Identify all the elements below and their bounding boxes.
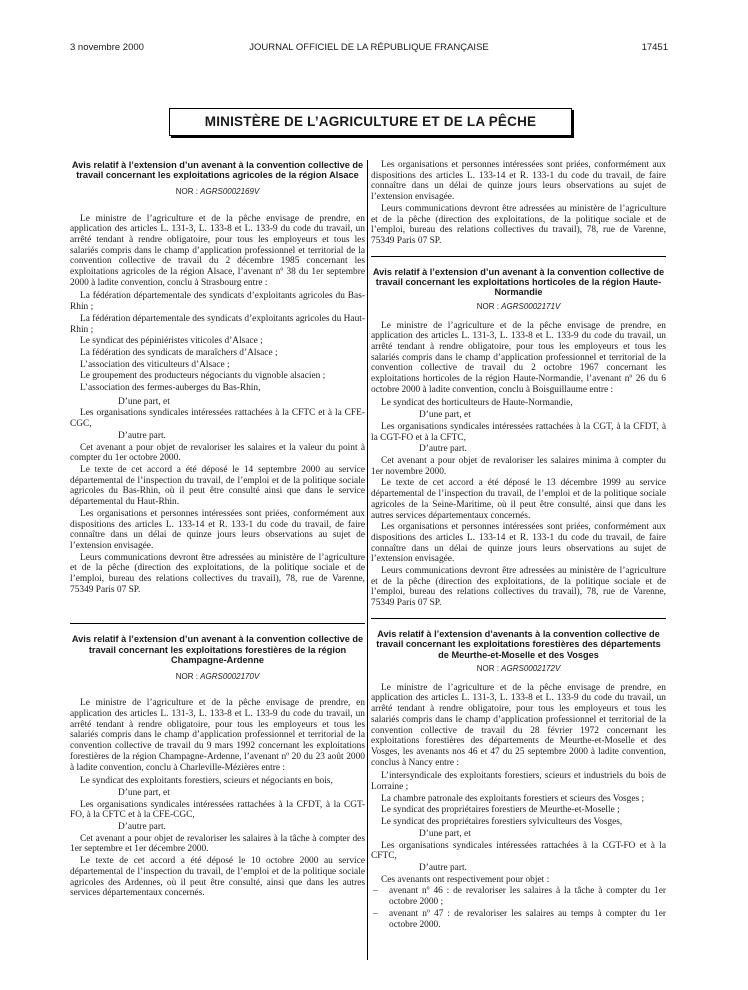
article-champagne-ardenne bbox=[70, 634, 365, 899]
party-line: D’autre part. bbox=[419, 863, 467, 873]
list-item: – avenant nº 46 : de revaloriser les salaires à la tâche à compter du 1er octobre 2000 ; bbox=[371, 886, 666, 907]
page-number: 17451 bbox=[641, 42, 668, 53]
signatory: Le groupement des producteurs négociants du vignoble alsacien ; bbox=[80, 371, 326, 382]
unions: Les organisations syndicales intéressées rattachées à la CFDT, à la CGT-FO, à la CFTC et à la CFE-CGC, bbox=[70, 799, 365, 821]
journal-title: JOURNAL OFFICIEL DE LA RÉPUBLIQUE FRANÇAISE bbox=[249, 42, 489, 53]
party-line: D’une part, et bbox=[419, 410, 471, 421]
article-meurthe-et-moselle-vosges bbox=[371, 629, 666, 930]
paragraph: Leurs communications devront être adressées au ministère de l’agriculture et de la pêche (direction des exploitations, de la politique sociale et de l’emploi, bureau des relations collectives du travail), 78, rue de Varenne, 75349 Paris 07 SP. bbox=[371, 566, 666, 609]
page-header bbox=[70, 42, 668, 56]
paragraph: Le texte de cet accord a été déposé le 14 septembre 2000 au service départemental de l’inspection du travail, de l’emploi et de la politique sociale agricoles du Bas-Rhin, où il peut être consulté ainsi que dans le service départemental du Haut-Rhin. bbox=[70, 464, 365, 508]
article-separator bbox=[70, 623, 365, 624]
issue-date: 3 novembre 2000 bbox=[70, 42, 144, 53]
paragraph: Le ministre de l’agriculture et de la pêche envisage de prendre, en application des articles L. 131-3, L. 133-8 et L. 133-9 du code du travail, un arrêté tendant à rendre obligatoire, pour tous les employeurs et tous les salariés compris dans le champ d’application professionnel et territorial de la convention collective de travail du 9 mars 1992 concernant les exploitations forestières de la région Champagne-Ardenne, l’avenant nº 20 du 23 août 2000 à ladite convention, conclu à Charleville-Mézières entre : bbox=[70, 698, 365, 773]
signatory: La fédération des syndicats de maraîchers d’Alsace ; bbox=[80, 347, 278, 358]
signatory: Le syndicat des propriétaires forestiers sylviculteurs des Vosges, bbox=[381, 817, 623, 828]
nor-code: AGRS0002171V bbox=[501, 301, 561, 311]
right-column bbox=[371, 160, 666, 931]
paragraph: Les organisations et personnes intéressées sont priées, conformément aux dispositions des articles L. 133-14 et R. 133-1 du code du travail, de faire connaître dans un délai de quinze jours leurs observations au sujet de l’extension envisagée. bbox=[371, 160, 666, 203]
signatory: Le syndicat des horticulteurs de Haute-Normandie, bbox=[381, 398, 573, 409]
nor-label: NOR : bbox=[175, 671, 201, 681]
paragraph: Le ministre de l’agriculture et de la pêche envisage de prendre, en application des articles L. 131-3, L. 133-8 et L. 133-9 du code du travail, un arrêté tendant à rendre obligatoire, pour tous les employeurs et tous les salariés compris dans le champ d’application professionnel et territorial de la convention collective de travail du 28 février 1972 concernant les exploitations forestières des départements de Meurthe-et-Moselle et des Vosges, les avenants nos 46 et 47 du 25 septembre 2000 à ladite convention, conclus à Nancy entre : bbox=[371, 682, 666, 768]
nor-label: NOR : bbox=[476, 664, 502, 674]
party-line: D’une part, et bbox=[118, 787, 170, 798]
paragraph: Leurs communications devront être adressées au ministère de l’agriculture et de la pêche (direction des exploitations, de la politique sociale et de l’emploi, bureau des relations collectives du travail), 78, rue de Varenne, 75349 Paris 07 SP. bbox=[371, 203, 666, 246]
signatory: Le syndicat des pépiniéristes viticoles d’Alsace ; bbox=[80, 336, 263, 347]
party-line: D’une part, et bbox=[419, 828, 471, 839]
nor-reference bbox=[371, 664, 666, 675]
signatory: La fédération départementale des syndicats d’exploitants agricoles du Bas-Rhin ; bbox=[70, 291, 365, 313]
nor-label: NOR : bbox=[175, 186, 201, 196]
column-divider bbox=[367, 160, 368, 960]
article-title: Avis relatif à l’extension d’un avenant à la convention collective de travail concernant les exploitations forestières de la région Champagne-Ardenne bbox=[71, 634, 364, 666]
paragraph: Leurs communications devront être adressées au ministère de l’agriculture et de la pêche (direction des exploitations, de la politique sociale et de l’emploi, bureau des relations collectives du travail), 78, rue de Varenne, 75349 Paris 07 SP. bbox=[70, 552, 365, 595]
article-separator bbox=[371, 618, 666, 619]
nor-reference bbox=[70, 672, 365, 683]
left-column bbox=[70, 160, 365, 900]
paragraph: Les organisations et personnes intéressées sont priées, conformément aux dispositions des articles L. 133-14 et R. 133-1 du code du travail, de faire connaître dans un délai de quinze jours leurs observations au sujet de l’extension envisagée. bbox=[371, 522, 666, 565]
article-title: Avis relatif à l’extension d’avenants à la convention collective de travail concernant les exploitations forestières des départements de Meurthe-et-Moselle et des Vosges bbox=[376, 628, 661, 660]
list-item: – avenant nº 47 : de revaloriser les salaires au temps à compter du 1er octobre 2000. bbox=[371, 909, 666, 930]
unions: Les organisations syndicales intéressées rattachées à la CGT-FO et à la CFTC, bbox=[371, 840, 666, 862]
amendment-list bbox=[371, 886, 666, 930]
article-title: Avis relatif à l’extension d’un avenant à la convention collective de travail concernant les exploitations agricoles de la région Alsace bbox=[71, 160, 364, 181]
paragraph: Cet avenant a pour objet de revaloriser les salaires à la tâche à compter des 1er septembre et 1er décembre 2000. bbox=[70, 833, 365, 855]
paragraph: Cet avenant a pour objet de revaloriser les salaires minima à compter du 1er novembre 2000. bbox=[371, 455, 666, 477]
signatory: La fédération départementale des syndicats d’exploitants agricoles du Haut-Rhin ; bbox=[70, 313, 365, 335]
party-line: D’autre part. bbox=[118, 430, 166, 441]
signatory: L’intersyndicale des exploitants forestiers, scieurs et industriels du bois de Lorraine ; bbox=[371, 771, 666, 793]
article-separator bbox=[371, 256, 666, 257]
signatory: La chambre patronale des exploitants forestiers et scieurs des Vosges ; bbox=[381, 793, 645, 804]
paragraph: Le ministre de l’agriculture et de la pêche envisage de prendre, en application des articles L. 131-3, L. 133-8 et L. 133-9 du code du travail, un arrêté tendant à rendre obligatoire, pour tous les employeurs et tous les salariés compris dans le champ d’application professionnel et territorial de la convention collective de travail du 2 octobre 1967 concernant les exploitations horticoles de la région Haute-Normandie, l’avenant nº 26 du 6 octobre 2000 à ladite convention, conclu à Boisguillaume entre : bbox=[371, 320, 666, 395]
article-champagne-ardenne-continued bbox=[371, 160, 666, 247]
party-line: D’autre part. bbox=[118, 822, 166, 833]
paragraph: Ces avenants ont respectivement pour objet : bbox=[381, 874, 550, 885]
nor-reference bbox=[70, 187, 365, 198]
nor-label: NOR : bbox=[476, 301, 502, 311]
article-haute-normandie bbox=[371, 267, 666, 609]
unions: Les organisations syndicales intéressées rattachées à la CGT, à la CFDT, à la CGT-FO et à la CFTC, bbox=[371, 421, 666, 443]
paragraph: Le texte de cet accord a été déposé le 10 octobre 2000 au service départemental de l’inspection du travail, de l’emploi et de la politique sociale agricoles des Ardennes, où il peut être consulté, ainsi que dans les autres services départementaux concernés. bbox=[70, 856, 365, 899]
paragraph: Le ministre de l’agriculture et de la pêche envisage de prendre, en application des articles L. 131-3, L. 133-8 et L. 133-9 du code du travail, un arrêté tendant à rendre obligatoire, pour tous les employeurs et tous les salariés compris dans le champ d’application professionnel et territorial de la convention collective de travail du 2 décembre 1985 concernant les exploitations agricoles de la région Alsace, l’avenant nº 38 du 1er septembre 2000 à ladite convention, conclu à Strasbourg entre : bbox=[70, 213, 365, 288]
article-alsace bbox=[70, 160, 365, 595]
paragraph: Le texte de cet accord a été déposé le 13 décembre 1999 au service départemental de l’inspection du travail, de l’emploi et de la politique sociale agricoles de la Seine-Maritime, où il peut être consulté, ainsi que dans les autres services départementaux concernés. bbox=[371, 478, 666, 521]
signatory: L’association des viticulteurs d’Alsace ; bbox=[80, 359, 230, 370]
unions: Les organisations syndicales intéressées rattachées à la CFTC et à la CFE-CGC, bbox=[70, 408, 365, 430]
nor-code: AGRS0002169V bbox=[200, 186, 260, 196]
party-line: D’une part, et bbox=[118, 396, 170, 407]
article-title: Avis relatif à l’extension d’un avenant à la convention collective de travail concernant les exploitations horticoles de la région Haute-Normandie bbox=[372, 266, 665, 298]
paragraph: Cet avenant a pour objet de revaloriser les salaires et la valeur du point à compter du 1er octobre 2000. bbox=[70, 442, 365, 464]
nor-reference bbox=[371, 302, 666, 313]
party-line: D’autre part. bbox=[419, 444, 467, 455]
ministry-banner: MINISTÈRE DE L’AGRICULTURE ET DE LA PÊCHE bbox=[169, 108, 572, 136]
nor-code: AGRS0002172V bbox=[501, 664, 561, 674]
paragraph: Les organisations et personnes intéressées sont priées, conformément aux dispositions des articles L. 133-14 et R. 133-1 du code du travail, de faire connaître dans un délai de quinze jours leurs observations au sujet de l’extension envisagée. bbox=[70, 508, 365, 551]
signatory: Le syndicat des propriétaires forestiers de Meurthe-et-Moselle ; bbox=[381, 805, 620, 816]
signatory: Le syndicat des exploitants forestiers, scieurs et négociants en bois, bbox=[80, 776, 333, 787]
nor-code: AGRS0002170V bbox=[200, 671, 260, 681]
signatory: L’association des fermes-auberges du Bas-Rhin, bbox=[80, 383, 261, 394]
